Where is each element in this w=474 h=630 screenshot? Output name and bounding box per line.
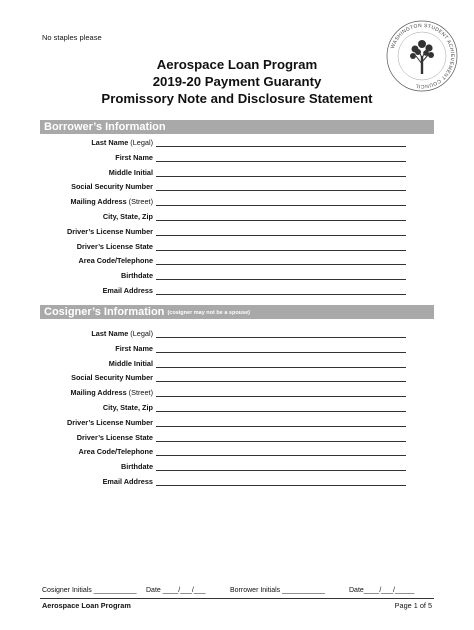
field-label	[103, 403, 153, 413]
field-entry-line[interactable]	[156, 235, 406, 236]
form-row	[0, 462, 474, 476]
field-label	[71, 373, 153, 383]
field-label-text: First Name	[115, 152, 153, 162]
cosigner-section-header	[40, 305, 434, 319]
field-entry-line[interactable]	[156, 441, 406, 442]
field-label-text: Last Name	[91, 329, 129, 338]
field-label-text: Middle Initial	[108, 358, 153, 368]
field-entry-line[interactable]	[156, 250, 406, 251]
form-row	[0, 433, 474, 447]
field-label	[103, 477, 153, 487]
field-label	[79, 256, 153, 266]
staples-note: No staples please	[42, 33, 102, 42]
field-entry-line[interactable]	[156, 176, 406, 177]
form-row	[0, 197, 474, 211]
footer-program: Aerospace Loan Program	[42, 601, 131, 610]
borrower-heading: Borrower’s Information	[44, 121, 166, 133]
field-label	[103, 212, 153, 222]
form-row	[0, 373, 474, 387]
form-row	[0, 212, 474, 226]
field-label	[115, 153, 153, 163]
field-label	[71, 388, 153, 398]
page-number: Page 1 of 5	[394, 601, 432, 610]
field-label-text: Driver’s License State	[76, 432, 153, 442]
field-entry-line[interactable]	[156, 337, 406, 338]
field-entry-line[interactable]	[156, 352, 406, 353]
field-label-text: Email Address	[102, 477, 153, 486]
field-label-text: City, State, Zip	[102, 212, 153, 221]
form-row	[0, 153, 474, 167]
field-label	[121, 271, 153, 281]
field-entry-line[interactable]	[156, 294, 406, 295]
field-entry-line[interactable]	[156, 485, 406, 486]
seal-text: WASHINGTON STUDENT ACHIEVEMENT COUNCIL	[390, 22, 456, 90]
field-entry-line[interactable]	[156, 220, 406, 221]
document-title	[40, 56, 434, 107]
footer-divider	[40, 598, 434, 599]
title-promissory: Promissory Note and Disclosure Statement	[101, 91, 373, 106]
field-qualifier: (Legal)	[130, 329, 153, 338]
field-label-text: First Name	[115, 343, 153, 353]
field-entry-line[interactable]	[156, 426, 406, 427]
form-row	[0, 329, 474, 343]
borrower-initials[interactable]: Borrower Initials ___________	[230, 587, 325, 594]
field-label-text: Last Name	[91, 138, 129, 147]
field-label-text: Area Code/Telephone	[78, 447, 153, 457]
title-program: Aerospace Loan Program	[156, 57, 318, 72]
form-row	[0, 477, 474, 491]
borrower-date[interactable]: Date____/___/_____	[349, 587, 415, 594]
form-row	[0, 227, 474, 241]
field-label-text: Mailing Address	[70, 197, 127, 207]
field-label-text: Driver’s License Number	[67, 226, 153, 236]
field-label	[77, 242, 153, 252]
field-entry-line[interactable]	[156, 190, 406, 191]
field-label-text: City, State, Zip	[102, 403, 153, 412]
field-label-text: Area Code/Telephone	[78, 256, 153, 266]
field-qualifier: (Street)	[128, 197, 153, 207]
field-entry-line[interactable]	[156, 146, 406, 147]
field-entry-line[interactable]	[156, 161, 406, 162]
field-entry-line[interactable]	[156, 455, 406, 456]
field-label	[91, 138, 153, 148]
field-label-text: Middle Initial	[108, 167, 153, 177]
form-row	[0, 271, 474, 285]
form-row	[0, 418, 474, 432]
field-qualifier: (Legal)	[130, 138, 153, 147]
field-label	[109, 359, 153, 369]
cosigner-heading: Cosigner’s Information	[44, 306, 165, 318]
cosigner-date[interactable]: Date ____/___/___	[146, 587, 206, 594]
field-label-text: Social Security Number	[71, 182, 153, 192]
field-label	[79, 447, 153, 457]
field-label-text: Birthdate	[120, 271, 153, 281]
cosigner-initials[interactable]: Cosigner Initials ___________	[42, 587, 137, 594]
form-row	[0, 242, 474, 256]
form-row	[0, 403, 474, 417]
field-entry-line[interactable]	[156, 264, 406, 265]
field-label-text: Driver’s License Number	[67, 417, 153, 427]
field-label	[67, 418, 153, 428]
field-label-text: Mailing Address	[70, 388, 127, 398]
field-label	[91, 329, 153, 339]
form-row	[0, 168, 474, 182]
field-entry-line[interactable]	[156, 205, 406, 206]
borrower-section-header	[40, 120, 434, 134]
field-label	[67, 227, 153, 237]
field-label	[121, 462, 153, 472]
form-row	[0, 344, 474, 358]
field-qualifier: (Street)	[128, 388, 153, 398]
field-label	[71, 197, 153, 207]
field-label-text: Birthdate	[120, 462, 153, 472]
field-label	[103, 286, 153, 296]
field-label-text: Driver’s License State	[76, 241, 153, 251]
form-row	[0, 286, 474, 300]
form-row	[0, 359, 474, 373]
field-label-text: Social Security Number	[71, 373, 153, 383]
field-entry-line[interactable]	[156, 470, 406, 471]
cosigner-subheading: (cosigner may not be a spouse)	[167, 310, 250, 316]
form-row	[0, 182, 474, 196]
form-row	[0, 138, 474, 152]
field-entry-line[interactable]	[156, 396, 406, 397]
field-label	[77, 433, 153, 443]
field-entry-line[interactable]	[156, 367, 406, 368]
form-row	[0, 256, 474, 270]
form-row	[0, 447, 474, 461]
field-label	[115, 344, 153, 354]
form-row	[0, 388, 474, 402]
title-guaranty: 2019-20 Payment Guaranty	[152, 74, 322, 89]
field-entry-line[interactable]	[156, 411, 406, 412]
field-label-text: Email Address	[102, 286, 153, 295]
field-entry-line[interactable]	[156, 279, 406, 280]
field-label	[71, 182, 153, 192]
field-entry-line[interactable]	[156, 381, 406, 382]
field-label	[109, 168, 153, 178]
